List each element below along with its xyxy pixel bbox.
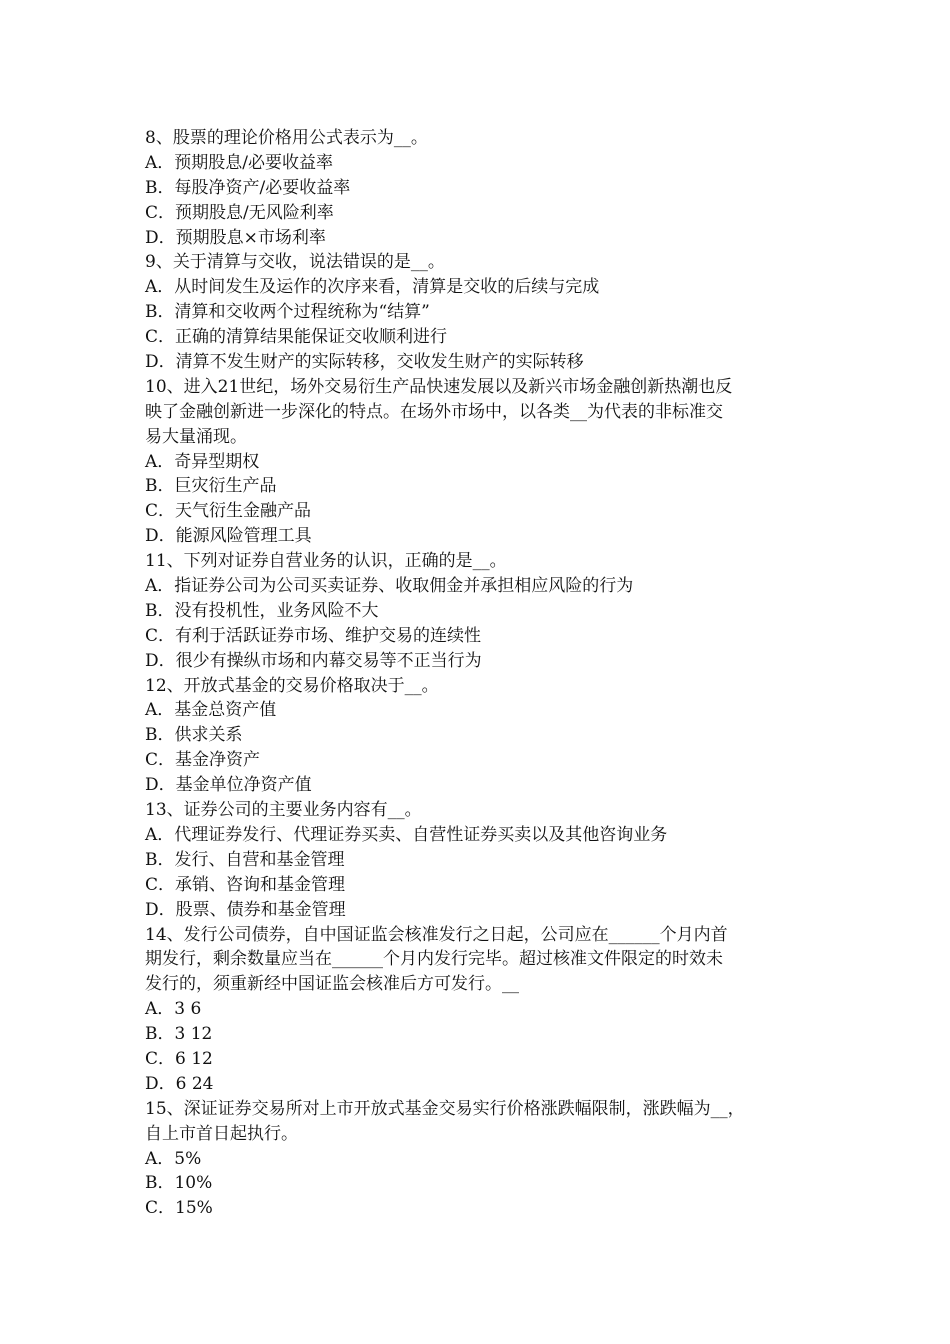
- question-10-option-d: D．能源风险管理工具: [145, 526, 312, 547]
- question-15-option-c: C．15%: [145, 1198, 213, 1219]
- question-11-option-b: B．没有投机性，业务风险不大: [145, 600, 379, 621]
- question-13-option-d: D．股票、债券和基金管理: [145, 899, 346, 920]
- question-10-option-c: C．天气衍生金融产品: [145, 501, 312, 522]
- question-9-option-d: D．清算不发生财产的实际转移，交收发生财产的实际转移: [145, 352, 584, 373]
- question-14-option-b: B．3 12: [145, 1024, 213, 1045]
- question-15-option-a: A．5%: [145, 1148, 202, 1169]
- question-14-option-a: A．3 6: [145, 999, 202, 1020]
- question-11-option-d: D．很少有操纵市场和内幕交易等不正当行为: [145, 650, 482, 671]
- question-13-option-b: B．发行、自营和基金管理: [145, 849, 345, 870]
- question-9-option-b: B．清算和交收两个过程统称为“结算”: [145, 302, 430, 323]
- question-11-option-a: A．指证券公司为公司买卖证券、收取佣金并承担相应风险的行为: [145, 576, 634, 597]
- question-14-stem-line-2: 期发行，剩余数量应当在______个月内发行完毕。超过核准文件限定的时效未: [145, 949, 723, 970]
- question-10-stem-line-3: 易大量涌现。: [145, 426, 247, 447]
- question-12-option-a: A．基金总资产值: [145, 700, 277, 721]
- question-8-stem: 8、股票的理论价格用公式表示为__。: [145, 128, 428, 148]
- question-14-option-d: D．6 24: [145, 1073, 214, 1094]
- question-9-stem: 9、关于清算与交收，说法错误的是__。: [145, 252, 445, 273]
- question-12-stem: 12、开放式基金的交易价格取决于__。: [145, 675, 439, 696]
- question-10-stem-line-2: 映了金融创新进一步深化的特点。在场外市场中，以各类__为代表的非标准交: [145, 401, 723, 422]
- question-8-option-b: B．每股净资产/必要收益率: [145, 177, 351, 198]
- question-15-stem-line-2: 自上市首日起执行。: [145, 1123, 298, 1144]
- question-14-option-c: C．6 12: [145, 1048, 213, 1069]
- question-8-option-a: A．预期股息/必要收益率: [145, 152, 334, 173]
- question-8-option-c: C．预期股息/无风险利率: [145, 202, 334, 223]
- question-15-option-b: B．10%: [145, 1173, 213, 1194]
- question-11-option-c: C．有利于活跃证券市场、维护交易的连续性: [145, 625, 482, 646]
- question-15-stem-line-1: 15、深证证券交易所对上市开放式基金交易实行价格涨跌幅限制，涨跌幅为__，: [145, 1098, 745, 1119]
- question-9-option-a: A．从时间发生及运作的次序来看，清算是交收的后续与完成: [145, 277, 600, 298]
- question-13-option-c: C．承销、咨询和基金管理: [145, 874, 346, 895]
- question-14-stem-line-1: 14、发行公司债券，自中国证监会核准发行之日起，公司应在______个月内首: [145, 924, 728, 945]
- document-body: [145, 126, 817, 1221]
- question-13-option-a: A．代理证券发行、代理证券买卖、自营性证券买卖以及其他咨询业务: [145, 824, 668, 845]
- question-10-option-b: B．巨灾衍生产品: [145, 476, 277, 497]
- question-11-stem: 11、下列对证券自营业务的认识，正确的是__。: [145, 551, 507, 572]
- question-8-option-d: D．预期股息×市场利率: [145, 227, 326, 248]
- question-12-option-c: C．基金净资产: [145, 750, 261, 771]
- question-13-stem: 13、证券公司的主要业务内容有__。: [145, 800, 422, 821]
- question-10-option-a: A．奇异型期权: [145, 451, 260, 472]
- question-9-option-c: C．正确的清算结果能保证交收顺利进行: [145, 327, 448, 348]
- question-12-option-d: D．基金单位净资产值: [145, 775, 312, 796]
- question-14-stem-line-3: 发行的，须重新经中国证监会核准后方可发行。__: [145, 974, 519, 995]
- question-12-option-b: B．供求关系: [145, 725, 243, 746]
- question-10-stem-line-1: 10、进入21世纪，场外交易衍生产品快速发展以及新兴市场金融创新热潮也反: [145, 376, 733, 397]
